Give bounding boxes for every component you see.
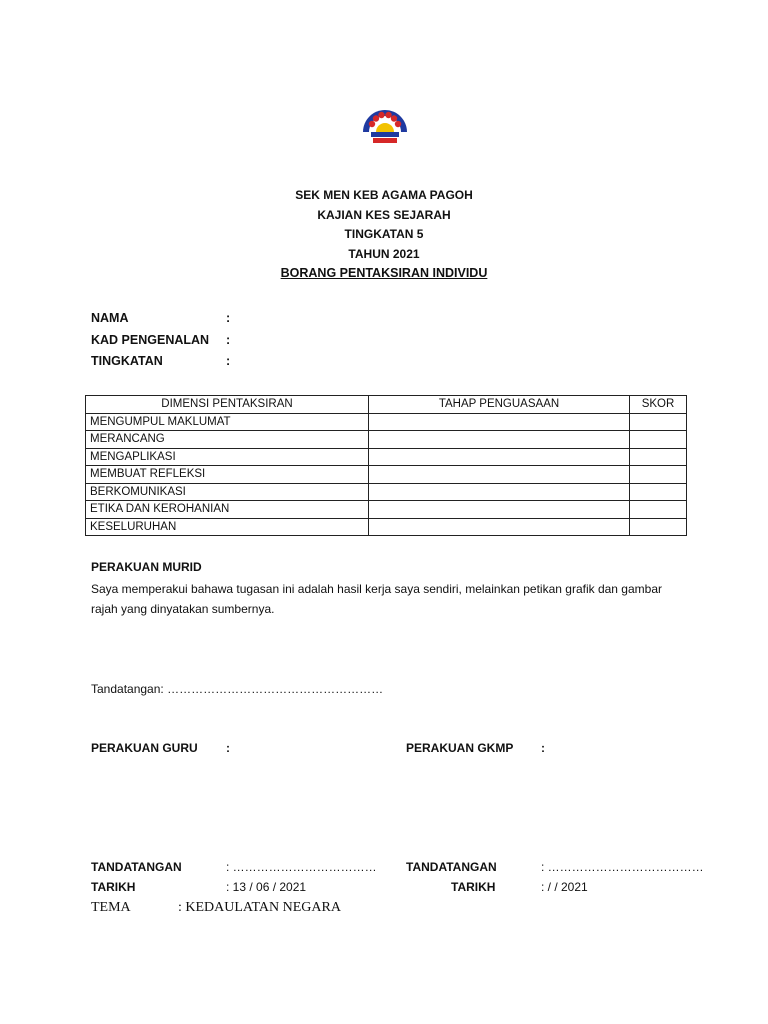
document-header	[0, 186, 768, 284]
dimension-cell: MENGUMPUL MAKLUMAT	[86, 413, 369, 431]
perakuan-guru	[91, 741, 230, 755]
dimension-cell: ETIKA DAN KEROHANIAN	[86, 501, 369, 519]
skor-cell[interactable]	[630, 466, 687, 484]
assessment-table	[85, 395, 687, 536]
gkmp-date-label: TARIKH	[451, 880, 496, 894]
dimension-cell: MENGAPLIKASI	[86, 448, 369, 466]
info-colon: :	[226, 311, 231, 325]
perakuan-murid-text: Saya memperakui bahawa tugasan ini adalah hasil kerja saya sendiri, melainkan petikan grafik dan gambar rajah yang dinyatakan sumbernya.	[91, 582, 662, 616]
dimension-cell: BERKOMUNIKASI	[86, 483, 369, 501]
gkmp-signature-value: : …………………………………	[541, 860, 704, 874]
column-header: DIMENSI PENTAKSIRAN	[86, 396, 369, 414]
tahap-cell[interactable]	[369, 466, 630, 484]
perakuan-gkmp-label: PERAKUAN GKMP	[406, 741, 514, 755]
form-level: TINGKATAN 5	[344, 227, 424, 241]
school-logo-icon	[359, 102, 411, 150]
dimension-cell: MEMBUAT REFLEKSI	[86, 466, 369, 484]
gkmp-date-value: : / / 2021	[541, 880, 588, 894]
info-colon: :	[226, 354, 231, 368]
guru-signature-label: TANDATANGAN	[91, 860, 182, 874]
guru-date-label: TARIKH	[91, 880, 136, 894]
dimension-cell: MERANCANG	[86, 431, 369, 449]
guru-date-value: : 13 / 06 / 2021	[226, 880, 307, 894]
subject-title: KAJIAN KES SEJARAH	[317, 207, 451, 222]
table-row	[86, 483, 687, 501]
skor-cell[interactable]	[630, 448, 687, 466]
skor-cell[interactable]	[630, 501, 687, 519]
info-label: NAMA	[91, 311, 129, 325]
tahap-cell[interactable]	[369, 501, 630, 519]
tahap-cell[interactable]	[369, 431, 630, 449]
tema-value: : KEDAULATAN NEGARA	[178, 900, 341, 915]
school-name: SEK MEN KEB AGAMA PAGOH	[295, 188, 473, 202]
table-row	[86, 448, 687, 466]
form-title: BORANG PENTAKSIRAN INDIVIDU	[280, 266, 488, 280]
student-signature-line: Tandatangan: ………………………………………………	[91, 682, 384, 696]
table-row	[86, 431, 687, 449]
info-label: TINGKATAN	[91, 354, 163, 368]
gkmp-signature-label: TANDATANGAN	[406, 860, 497, 874]
skor-cell[interactable]	[630, 483, 687, 501]
perakuan-murid-title: PERAKUAN MURID	[91, 560, 202, 574]
tema-label: TEMA	[91, 900, 131, 915]
perakuan-gkmp	[406, 741, 545, 755]
column-header: SKOR	[630, 396, 687, 414]
table-row	[86, 501, 687, 519]
skor-cell[interactable]	[630, 518, 687, 536]
year: TAHUN 2021	[348, 246, 420, 261]
perakuan-guru-label: PERAKUAN GURU	[91, 741, 198, 755]
table-row	[86, 413, 687, 431]
tahap-cell[interactable]	[369, 448, 630, 466]
tahap-cell[interactable]	[369, 518, 630, 536]
column-header: TAHAP PENGUASAAN	[369, 396, 630, 414]
table-row	[86, 466, 687, 484]
dimension-cell: KESELURUHAN	[86, 518, 369, 536]
skor-cell[interactable]	[630, 431, 687, 449]
skor-cell[interactable]	[630, 413, 687, 431]
perakuan-guru-colon: :	[226, 741, 230, 755]
perakuan-gkmp-colon: :	[541, 741, 545, 755]
guru-signature-value: : ………………………………	[226, 860, 377, 874]
tahap-cell[interactable]	[369, 413, 630, 431]
table-header-row	[86, 396, 687, 414]
table-row	[86, 518, 687, 536]
info-label: KAD PENGENALAN	[91, 332, 210, 347]
info-colon: :	[226, 332, 231, 347]
tahap-cell[interactable]	[369, 483, 630, 501]
